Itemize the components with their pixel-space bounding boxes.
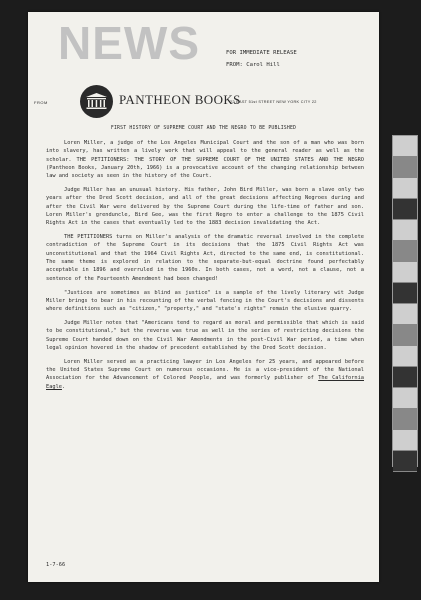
release-contact: FROM: Carol Hill [226, 62, 280, 68]
news-masthead: NEWS [58, 17, 200, 69]
calibration-patch [393, 430, 417, 451]
body-paragraph-text: Loren Miller served as a practicing lawyer in Los Angeles for 25 years, and appeared before the United States Supreme Court on numerous occasions. He is a vice-president of the National Association for the Advancement of Colored People, and was formerly publisher of [46, 358, 364, 382]
body-paragraph: Judge Miller has an unusual history. His father, John Bird Miller, was born a slave only two years after the Dred Scott decision, and all of the great decisions affecting Negroes during and after the Civil War were delivered by the Supreme Court during the life-time of father and son. Loren Miller's grenduncle, Bird Gee, was the first Negro to enter a challenge to the 1875 Civil Rights Act in the cases that eventually led to the 1883 decision invalidating the Act. [46, 187, 364, 227]
body-paragraph: "Justices are sometimes as blind as justice" is a sample of the lively literary wit Judge Miller brings to bear in his recounting of the verbal fencing in the Court's decisions and dissents where definitions such as "citizen," "property," and "state's rights" remain the elusive quarry. [46, 289, 364, 313]
calibration-patch [393, 325, 417, 346]
body-paragraph: THE PETITIONERS turns on Miller's analysis of the dramatic reversal involved in the complete contradiction of the Supreme Court in its decisions that the 1875 Civil Rights Act was unconstitutional and that the 1964 Civil Rights Act, directed to the same end, is constitutional. The same theme is explored in relation to the separate-but-equal doctrine found perfectably acceptable in 1896 and overruled in the 1960s. In both cases, not a word, not a clause, not a sentence of the Fourteenth Amendment had been changed! [46, 234, 364, 282]
from-label: FROM [34, 100, 48, 105]
calibration-patch [393, 262, 417, 283]
calibration-patch [393, 388, 417, 409]
date-code: 1-7-66 [46, 562, 66, 568]
release-line: FOR IMMEDIATE RELEASE [226, 50, 297, 56]
calibration-patch [393, 241, 417, 262]
publisher-address: 22 EAST 51st STREET NEW YORK CITY 22 [230, 100, 317, 104]
calibration-patch [393, 451, 417, 472]
publication-name: The California Eagle [46, 375, 364, 390]
color-calibration-strip [392, 135, 418, 467]
press-release-page [28, 12, 379, 582]
calibration-patch [393, 157, 417, 178]
calibration-patch [393, 283, 417, 304]
calibration-patch [393, 304, 417, 325]
calibration-patch [393, 178, 417, 199]
release-block [226, 47, 297, 71]
calibration-patch [393, 409, 417, 430]
pantheon-logo-icon [80, 85, 113, 118]
calibration-patch [393, 367, 417, 388]
release-body [46, 139, 364, 397]
release-headline: FIRST HISTORY OF SUPREME COURT AND THE NEGRO TO BE PUBLISHED [110, 126, 297, 131]
body-paragraph-last: Loren Miller served as a practicing lawyer in Los Angeles for 25 years, and appeared before the United States Supreme Court on numerous occasions. He is a vice-president of the National Association for the Advancement of Colored People, and was formerly publisher of The California Eagle. [46, 358, 364, 390]
body-paragraph: Judge Miller notes that "Americans tend to regard as moral and permissible that which is said to be constitutional," but the reverse was true as well in the series of restricting decisions the Supreme Court handed down on the Civil War Amendments in the post-Civil War period, a time when legal opinion hovered in the shadow of precedent established by the Dred Scott decision. [46, 320, 364, 351]
calibration-patch [393, 199, 417, 220]
calibration-patch [393, 136, 417, 157]
body-paragraph: Loren Miller, a judge of the Los Angeles Municipal Court and the son of a man who was born into slavery, has written a lively work that will appeal to the general reader as well as the scholar. THE PETITIONERS: THE STORY OF THE SUPREME COURT OF THE UNITED STATES AND THE NEGRO (Pantheon Books, January 20th, 1966) is a provocative account of the changing relationship between law and society as seen in the history of the Court. [46, 140, 364, 180]
publisher-name: PANTHEON BOOKS [119, 92, 241, 107]
calibration-patch [393, 220, 417, 241]
calibration-patch [393, 346, 417, 367]
